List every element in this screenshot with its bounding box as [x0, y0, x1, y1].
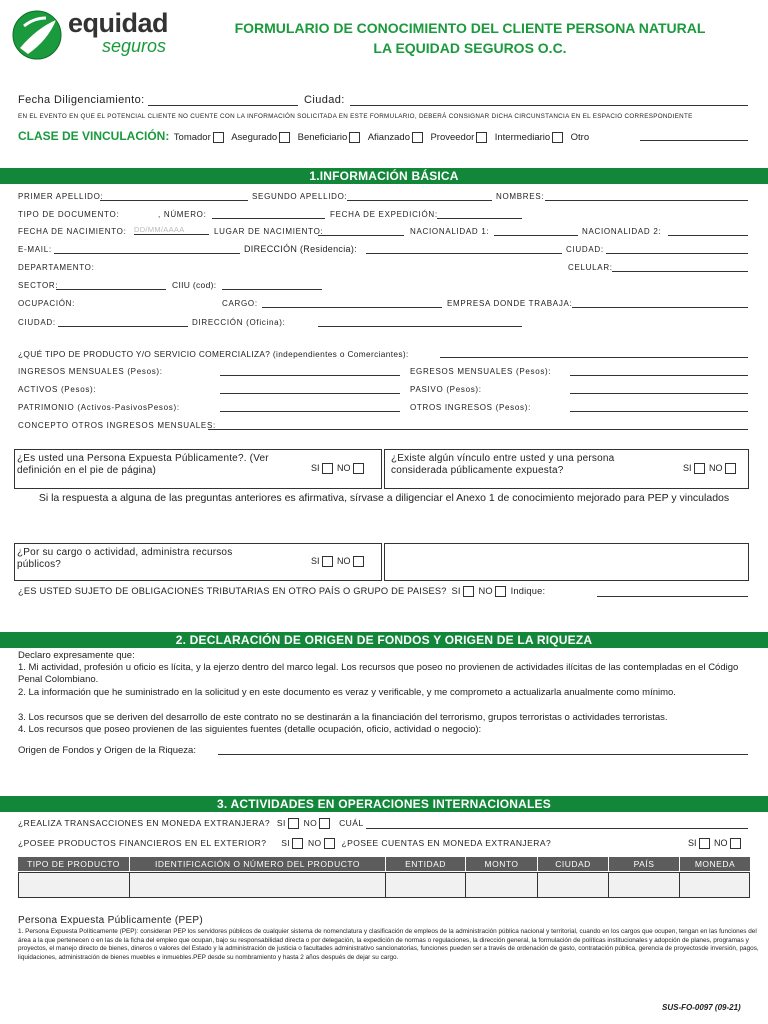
fecha-nacimiento-field[interactable]: DD/MM/AAAA [134, 225, 209, 235]
declaracion-item-3: 3. Los recursos que se deriven del desarrollo de este contrato no se destinarán a la financiación del terrorismo, grupos terroristas o actividades terroristas. [18, 712, 668, 723]
declaracion-item-1: 1. Mi actividad, profesión u oficio es lícita, y la ejerzo dentro del marco legal. Los recursos que poseo no provienen de actividades ilícitas de las contempladas en el Código Penal Colombiano. [18, 662, 739, 685]
opt-afianzado[interactable]: Afianzado [368, 132, 423, 143]
cual-label: CUÁL [339, 818, 364, 828]
segundo-apellido-label: SEGUNDO APELLIDO: [252, 192, 348, 201]
ciiu-label: CIIU (cod): [172, 280, 217, 290]
direccion-residencia-label: DIRECCIÓN (Residencia): [244, 244, 357, 254]
moneda-row: ¿REALIZA TRANSACCIONES EN MONEDA EXTRANJERA? SI NO CUÁL [18, 818, 364, 828]
direccion-oficina-field[interactable] [318, 326, 522, 327]
lugar-nacimiento-field[interactable] [318, 235, 404, 236]
logo-mark-icon [10, 8, 64, 62]
productos-question: ¿POSEE PRODUCTOS FINANCIEROS EN EL EXTERIOR? [18, 838, 267, 848]
email-label: E-MAIL: [18, 245, 52, 254]
table-header-ciudad: CIUDAD [538, 857, 608, 871]
otros-ingresos-label: OTROS INGRESOS (Pesos): [410, 403, 532, 412]
moneda-question: ¿REALIZA TRANSACCIONES EN MONEDA EXTRANJERA? [18, 818, 271, 828]
recursos-answer: SI NO [311, 556, 364, 567]
patrimonio-label: PATRIMONIO (Activos-PasivosPesos): [18, 403, 180, 412]
table-cell-monto[interactable] [465, 872, 538, 898]
vinculo-question: ¿Existe algún vínculo entre usted y una persona considerada públicamente expuesta? [391, 453, 615, 476]
empresa-label: EMPRESA DONDE TRABAJA: [447, 299, 573, 308]
table-header-pais: PAÍS [609, 857, 679, 871]
lugar-nacimiento-label: LUGAR DE NACIMIENTO: [214, 227, 324, 236]
checkbox-no[interactable] [730, 838, 741, 849]
table-header-monto: MONTO [466, 857, 537, 871]
opt-beneficiario[interactable]: Beneficiario [298, 132, 361, 143]
indique-field[interactable] [597, 596, 748, 597]
activos-label: ACTIVOS (Pesos): [18, 385, 97, 394]
checkbox-si[interactable] [292, 838, 303, 849]
title-line-2: LA EQUIDAD SEGUROS O.C. [373, 40, 567, 56]
ciudad-field[interactable] [350, 105, 748, 106]
section-2-header: 2. DECLARACIÓN DE ORIGEN DE FONDOS Y ORIGEN DE LA RIQUEZA [0, 632, 768, 648]
otros-ingresos-field[interactable] [570, 411, 748, 412]
table-cell-identificacion[interactable] [129, 872, 386, 898]
nombres-label: NOMBRES: [496, 192, 545, 201]
primer-apellido-field[interactable] [100, 200, 248, 201]
notice-text: EN EL EVENTO EN QUE EL POTENCIAL CLIENTE NO CUENTE CON LA INFORMACIÓN SOLICITADA EN ESTE FORMULARIO, DEBERÁ CONSIGNAR DICHA CIRCUNSTANCIA EN EL ESPACIO CORRESPONDIENTE [18, 113, 693, 120]
recursos-question-box [14, 543, 382, 581]
logo-sub: seguros [102, 36, 167, 56]
checkbox-no[interactable] [353, 556, 364, 567]
opt-otro[interactable]: Otro [570, 132, 590, 143]
checkbox-no[interactable] [725, 463, 736, 474]
opt-proveedor[interactable]: Proveedor [430, 132, 487, 143]
section-1-header: 1.INFORMACIÓN BÁSICA [0, 168, 768, 184]
opt-intermediario[interactable]: Intermediario [495, 132, 563, 143]
otro-field[interactable] [640, 140, 748, 141]
vinculo-answer: SI NO [683, 463, 736, 474]
checkbox[interactable] [279, 132, 290, 143]
clase-label: CLASE DE VINCULACIÓN: [18, 129, 170, 143]
tributarias-question: ¿ES USTED SUJETO DE OBLIGACIONES TRIBUTARIAS EN OTRO PAÍS O GRUPO DE PAISES? [18, 586, 447, 596]
productos-row: ¿POSEE PRODUCTOS FINANCIEROS EN EL EXTERIOR? SI NO ¿POSEE CUENTAS EN MONEDA EXTRANJERA? [18, 838, 552, 848]
departamento-label: DEPARTAMENTO: [18, 263, 95, 272]
pep-definition-text: 1. Persona Expuesta Políticamente (PEP): consideran PEP los servidores públicos de cualquier sistema de nomenclatura y clasificación de empleos de la administración pública nacional y territorial, cuando en los cargos que ocupen, tengan en las funciones del área a la que pertenecen o en las de la ficha del empleo que ocupan, bajo su responsabilidad directa o por delegación, la expedición de normas o regulaciones, la dirección general, la formulación de políticas institucionales y adopción de planes, programas y proyectos, el manejo directo de bienes, dineros o valores del Estado y la administración de justicia o facultades administrativo sancionatorias, funciones pueden ser a través de ordenación de gasto, contratación pública, gerencia de proyectosde inversión, pagos, liquidaciones, administración de bienes muebles e inmuebles.PEP desde su nombramiento y hasta 2 años después de dejar su cargo. [18, 928, 759, 961]
cuentas-question: ¿POSEE CUENTAS EN MONEDA EXTRANJERA? [341, 838, 552, 848]
indique-label: Indique: [510, 586, 546, 596]
empresa-field[interactable] [572, 307, 748, 308]
checkbox-si[interactable] [322, 556, 333, 567]
checkbox-no[interactable] [495, 586, 506, 597]
logo [10, 8, 175, 60]
checkbox[interactable] [349, 132, 360, 143]
nacionalidad-1-field[interactable] [494, 235, 578, 236]
checkbox-si[interactable] [699, 838, 710, 849]
checkbox-si[interactable] [288, 818, 299, 829]
nacionalidad-2-field[interactable] [668, 235, 748, 236]
table-header-tipo: TIPO DE PRODUCTO [18, 857, 129, 871]
tributarias-row: ¿ES USTED SUJETO DE OBLIGACIONES TRIBUTARIAS EN OTRO PAÍS O GRUPO DE PAISES? SI NO Indique: [18, 586, 546, 596]
table-cell-moneda[interactable] [679, 872, 750, 898]
table-cell-entidad[interactable] [385, 872, 466, 898]
table-header-moneda: MONEDA [680, 857, 750, 871]
pep-definition-title: Persona Expuesta Públicamente (PEP) [18, 915, 204, 926]
page-title [180, 18, 760, 58]
cuentas-answer: SI NO [688, 838, 741, 849]
tipo-documento-label: TIPO DE DOCUMENTO: [18, 210, 120, 219]
nacionalidad-2-label: NACIONALIDAD 2: [582, 227, 662, 236]
ciudad-field-2[interactable] [58, 326, 188, 327]
pasivo-field[interactable] [570, 393, 748, 394]
fecha-expedicion-field[interactable] [437, 218, 522, 219]
ciudad-label-2: CIUDAD: [18, 318, 56, 327]
producto-field[interactable] [440, 357, 748, 358]
ciudad-label: Ciudad: [304, 94, 345, 106]
opt-asegurado[interactable]: Asegurado [231, 132, 290, 143]
celular-label: CELULAR: [568, 263, 613, 272]
checkbox[interactable] [476, 132, 487, 143]
opt-tomador[interactable]: Tomador [174, 132, 224, 143]
fecha-label: Fecha Diligenciamiento: [18, 94, 145, 106]
fecha-field[interactable] [148, 105, 298, 106]
nacionalidad-1-label: NACIONALIDAD 1: [410, 227, 490, 236]
fecha-nacimiento-label: FECHA DE NACIMIENTO: [18, 227, 127, 236]
primer-apellido-label: PRIMER APELLIDO: [18, 192, 104, 201]
checkbox-si[interactable] [694, 463, 705, 474]
celular-field[interactable] [612, 271, 748, 272]
egresos-label: EGRESOS MENSUALES (Pesos): [410, 367, 552, 376]
origen-field[interactable] [218, 754, 748, 755]
section-3-header: 3. ACTIVIDADES EN OPERACIONES INTERNACIONALES [0, 796, 768, 812]
numero-label: , NÚMERO: [158, 210, 207, 219]
direccion-residencia-field[interactable] [366, 253, 562, 254]
email-field[interactable] [54, 253, 240, 254]
ingresos-field[interactable] [220, 375, 400, 376]
table-cell-ciudad[interactable] [537, 872, 609, 898]
direccion-oficina-label: DIRECCIÓN (Oficina): [192, 318, 286, 327]
declaracion-intro: Declaro expresamente que: [18, 650, 135, 661]
cargo-field[interactable] [262, 307, 442, 308]
checkbox[interactable] [213, 132, 224, 143]
checkbox-no[interactable] [324, 838, 335, 849]
declaracion-item-4: 4. Los recursos que poseo provienen de las siguientes fuentes (detalle ocupación, oficio, actividad o negocio): [18, 724, 482, 735]
concepto-label: CONCEPTO OTROS INGRESOS MENSUALES: [18, 421, 216, 430]
recursos-question: ¿Por su cargo o actividad, administra recursos públicos? [17, 547, 233, 570]
title-line-1: FORMULARIO DE CONOCIMIENTO DEL CLIENTE PERSONA NATURAL [234, 20, 706, 36]
table-header-entidad: ENTIDAD [386, 857, 465, 871]
patrimonio-field[interactable] [220, 411, 400, 412]
producto-question: ¿QUÉ TIPO DE PRODUCTO Y/O SERVICIO COMERCIALIZA? (independientes o Comerciantes): [18, 349, 409, 359]
checkbox-no[interactable] [319, 818, 330, 829]
checkbox[interactable] [552, 132, 563, 143]
ciiu-field[interactable] [222, 289, 322, 290]
pep-question: ¿Es usted una Persona Expuesta Públicamente?. (Ver definición en el pie de página) [17, 453, 269, 476]
pep-note: Si la respuesta a alguna de las preguntas anteriores es afirmativa, sírvase a diligenciar el Anexo 1 de conocimiento mejorado para PEP y vinculados [38, 492, 730, 504]
nombres-field[interactable] [545, 200, 748, 201]
vinculo-question-box [384, 449, 749, 489]
pep-answer: SI NO [311, 463, 364, 474]
pasivo-label: PASIVO (Pesos): [410, 385, 482, 394]
checkbox-no[interactable] [353, 463, 364, 474]
pep-question-box [14, 449, 382, 489]
ocupacion-label: OCUPACIÓN: [18, 299, 76, 308]
cargo-label: CARGO: [222, 299, 258, 308]
egresos-field[interactable] [570, 375, 748, 376]
ciudad-field-1[interactable] [606, 253, 748, 254]
table-cell-pais[interactable] [608, 872, 680, 898]
checkbox-si[interactable] [463, 586, 474, 597]
table-cell-tipo[interactable] [18, 872, 130, 898]
origen-label: Origen de Fondos y Origen de la Riqueza: [18, 745, 196, 756]
declaracion-item-2: 2. La información que he suministrado en la solicitud y en este documento es veraz y verificable, y me comprometo a actualizarla anualmente como mínimo. [18, 687, 676, 698]
checkbox[interactable] [412, 132, 423, 143]
recursos-detail-box[interactable] [384, 543, 749, 581]
segundo-apellido-field[interactable] [347, 200, 492, 201]
form-code: SUS-FO-0097 (09-21) [662, 1003, 741, 1012]
activos-field[interactable] [220, 393, 400, 394]
numero-field[interactable] [212, 218, 325, 219]
fecha-expedicion-label: FECHA DE EXPEDICIÓN: [330, 210, 438, 219]
table-header-identificacion: IDENTIFICACIÓN O NÚMERO DEL PRODUCTO [130, 857, 385, 871]
checkbox-si[interactable] [322, 463, 333, 474]
logo-word: equidad [68, 8, 169, 38]
sector-label: SECTOR: [18, 281, 59, 290]
ciudad-label-1: CIUDAD: [566, 245, 604, 254]
cual-field[interactable] [366, 828, 748, 829]
sector-field[interactable] [56, 289, 166, 290]
concepto-field[interactable] [208, 429, 748, 430]
ingresos-label: INGRESOS MENSUALES (Pesos): [18, 367, 163, 376]
